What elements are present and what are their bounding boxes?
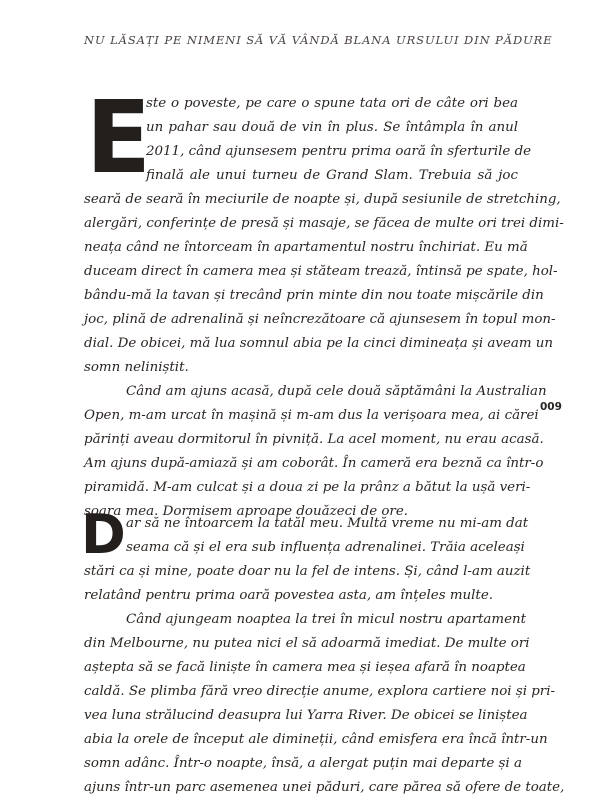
text-line: Când ajungeam noaptea la trei în micul nostru apartament bbox=[126, 612, 527, 627]
text-line: bându-mă la tavan și trecând prin minte din nou toate mișcările din bbox=[84, 288, 544, 303]
text-line: relatând pentru prima oară povestea asta, am înțeles multe. bbox=[84, 588, 493, 603]
text-line: neața când ne întorceam în apartamentul nostru închiriat. Eu mă bbox=[84, 240, 528, 255]
text-line: un pahar sau două de vin în plus. Se întâmpla în anul bbox=[146, 120, 518, 135]
text-line: Open, m-am urcat în mașină și m-am dus la verișoara mea, ai cărei bbox=[84, 408, 539, 423]
text-line: aștepta să se facă liniște în camera mea și ieșea afară în noaptea bbox=[84, 660, 526, 675]
text-line: abia la orele de început ale dimineții, când emisfera era încă într-un bbox=[84, 732, 548, 747]
text-line: seama că și el era sub influența adrenalinei. Trăia aceleași bbox=[126, 540, 525, 555]
text-line: ar să ne întoarcem la tatăl meu. Multă vreme nu mi-am dat bbox=[126, 516, 529, 531]
drop-cap-e: E bbox=[86, 79, 151, 196]
text-line: 2011, când ajunsesem pentru prima oară în sferturile de bbox=[146, 144, 532, 159]
text-line: joc, plină de adrenalină și neîncrezătoare că ajunsesem în topul mon- bbox=[84, 312, 556, 327]
text-line: părinți aveau dormitorul în pivniță. La acel moment, nu erau acasă. bbox=[84, 432, 544, 447]
text-line: duceam direct în camera mea și stăteam trează, întinsă pe spate, hol- bbox=[84, 264, 558, 279]
running-head: NU LĂSAȚI PE NIMENI SĂ VĂ VÂNDĂ BLANA URSULUI DIN PĂDURE bbox=[84, 33, 553, 47]
page-number: 009 bbox=[540, 401, 562, 413]
text-line: din Melbourne, nu putea nici el să adoarmă imediat. De multe ori bbox=[84, 636, 530, 651]
text-line: caldă. Se plimba fără vreo direcție anume, explora cartiere noi și pri- bbox=[84, 684, 556, 699]
text-line: stări ca și mine, poate doar nu la fel de intens. Și, când l-am auzit bbox=[84, 564, 531, 579]
text-line: piramidă. M-am culcat și a doua zi pe la prânz a bătut la ușă veri- bbox=[84, 480, 531, 495]
text-line: finală ale unui turneu de Grand Slam. Trebuia să joc bbox=[146, 168, 518, 183]
text-line: dial. De obicei, mă lua somnul abia pe la cinci dimineața și aveam un bbox=[84, 336, 554, 351]
text-line: ste o poveste, pe care o spune tata ori de câte ori bea bbox=[146, 96, 518, 111]
text-line: vea luna strălucind deasupra lui Yarra River. De obicei se liniștea bbox=[84, 708, 528, 723]
text-line: alergări, conferințe de presă și masaje, se făcea de multe ori trei dimi- bbox=[84, 216, 564, 231]
drop-cap-d: D bbox=[81, 503, 126, 566]
text-line: seară de seară în meciurile de noapte și, după sesiunile de stretching, bbox=[84, 192, 561, 207]
text-line: Am ajuns după-amiază și am coborât. În cameră era beznă ca într-o bbox=[84, 456, 544, 471]
text-line: șoara mea. Dormisem aproape douăzeci de ore. bbox=[84, 504, 409, 519]
text-line: somn neliniștit. bbox=[84, 360, 189, 375]
text-line: somn adânc. Într-o noapte, însă, a alergat puțin mai departe și a bbox=[84, 756, 522, 771]
text-line: Când am ajuns acasă, după cele două săptămâni la Australian bbox=[126, 384, 547, 399]
text-line: ajuns într-un parc asemenea unei păduri, care părea să ofere de toate, bbox=[84, 780, 565, 795]
